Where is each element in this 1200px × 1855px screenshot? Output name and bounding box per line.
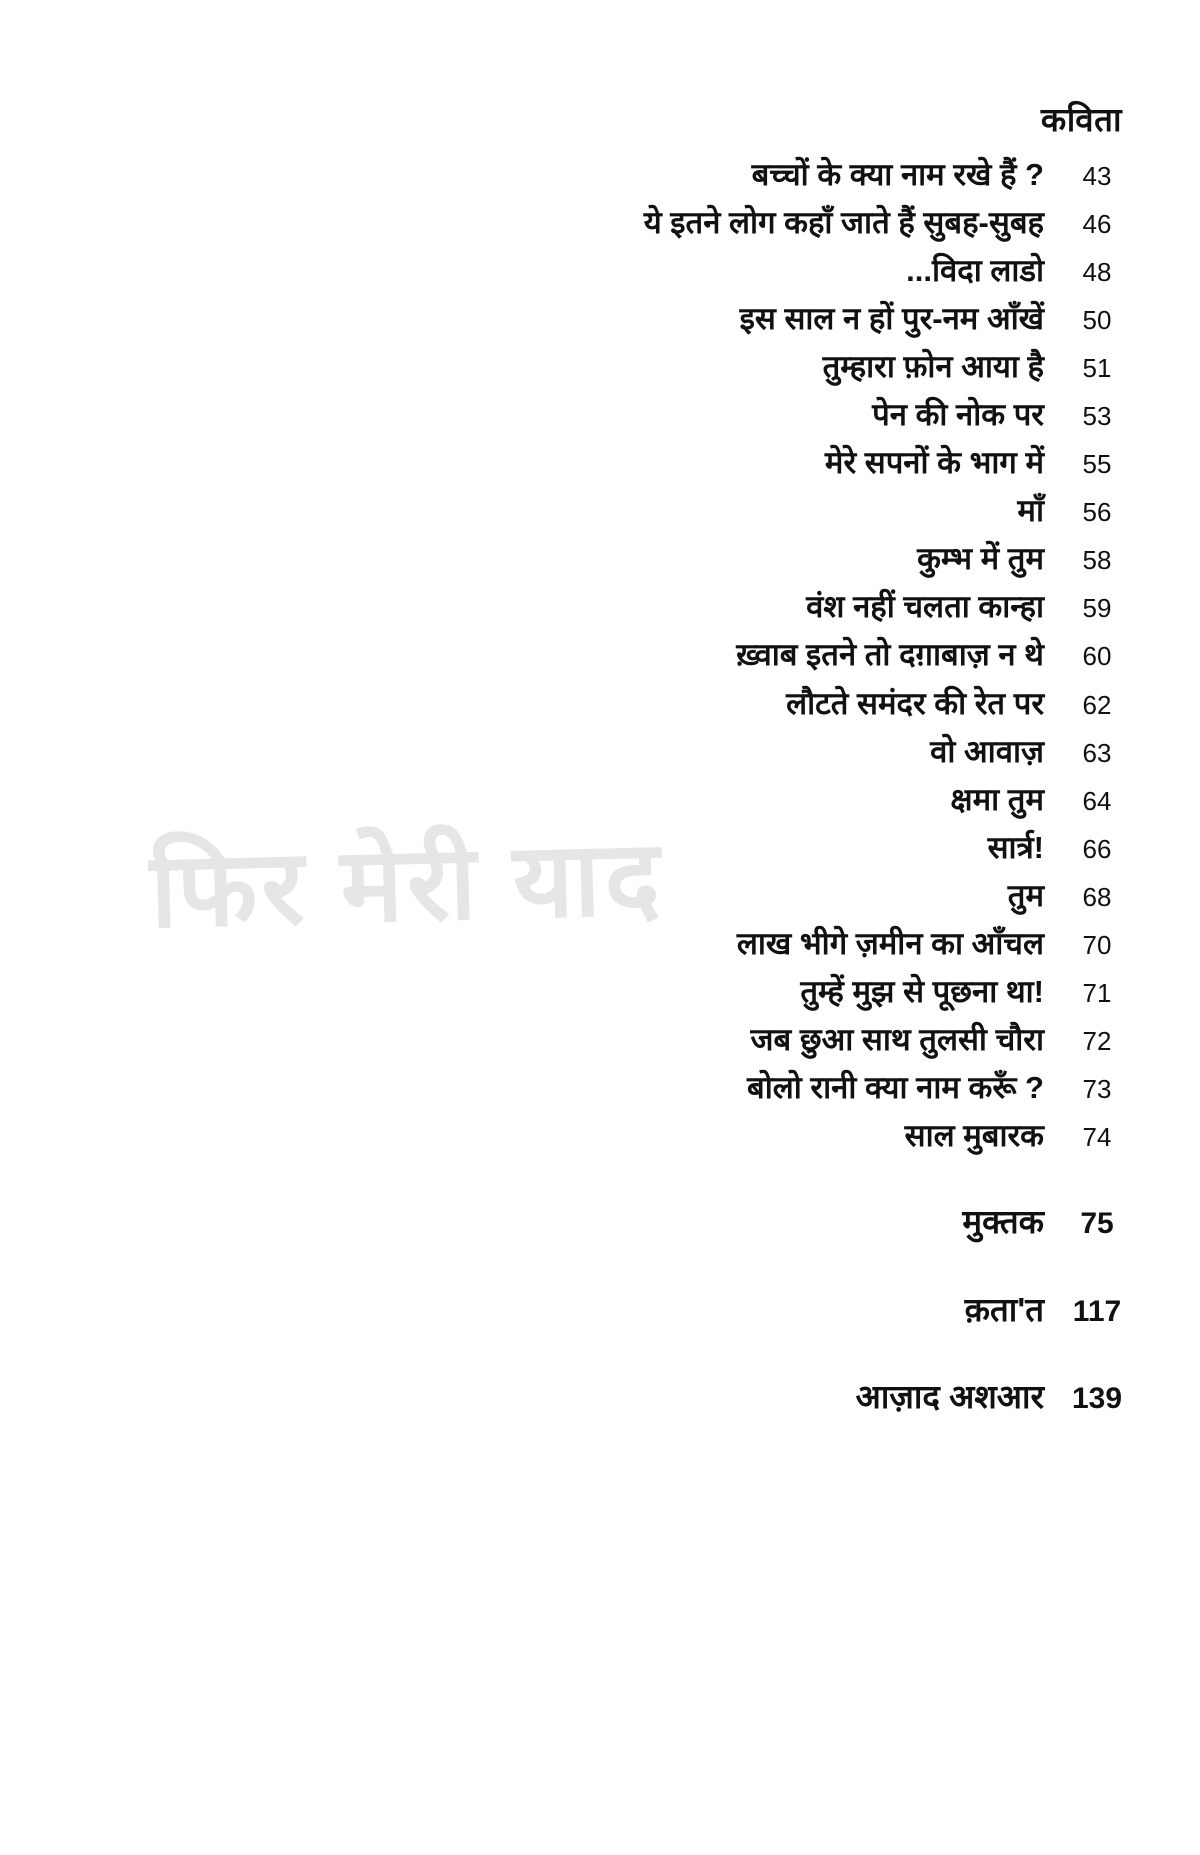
toc-entry-page-number: 117 — [1072, 1294, 1122, 1328]
toc-entry[interactable] — [60, 347, 1140, 386]
toc-entry-title: आज़ाद अशआर — [855, 1378, 1044, 1416]
toc-entry-page-number: 51 — [1082, 353, 1112, 384]
toc-entry-page-number: 55 — [1082, 449, 1112, 480]
toc-entry-title: कुम्भ में तुम — [917, 541, 1044, 577]
watermark-text: फिर मेरी याद — [148, 820, 666, 950]
toc-entry[interactable] — [60, 780, 1140, 819]
toc-entry-page-number: 56 — [1082, 497, 1112, 528]
section-heading: कविता — [1040, 101, 1122, 138]
toc-entry[interactable] — [60, 491, 1140, 530]
toc-entry-title: मेरे सपनों के भाग में — [824, 445, 1044, 481]
toc-entry-title: पेन की नोक पर — [872, 397, 1044, 433]
toc-entry[interactable] — [60, 395, 1140, 434]
toc-entry-page-number: 70 — [1082, 929, 1112, 960]
toc-entry[interactable] — [60, 972, 1140, 1011]
toc-entry[interactable] — [60, 203, 1140, 242]
toc-entry[interactable] — [60, 635, 1140, 674]
toc-entry-title: सार्त्र! — [987, 829, 1044, 865]
toc-entry-title: क़ता'त — [964, 1290, 1044, 1328]
toc-entry[interactable] — [60, 299, 1140, 338]
toc-entry[interactable] — [60, 876, 1140, 915]
table-of-contents — [60, 155, 1140, 1418]
toc-entry-title: वो आवाज़ — [930, 733, 1044, 769]
toc-entry-title: ख़्वाब इतने तो दग़ाबाज़ न थे — [736, 637, 1044, 673]
toc-entry[interactable] — [60, 828, 1140, 867]
toc-entry[interactable] — [60, 587, 1140, 626]
toc-entry-title: ...विदा लाडो — [906, 253, 1044, 289]
toc-entry-page-number: 50 — [1082, 305, 1112, 336]
toc-entry[interactable] — [60, 732, 1140, 771]
toc-entry-title: तुम्हें मुझ से पूछना था! — [800, 973, 1044, 1009]
toc-entry-title: मुक्तक — [962, 1202, 1044, 1240]
toc-entry-page-number: 58 — [1082, 545, 1112, 576]
toc-entry[interactable] — [60, 539, 1140, 578]
toc-entry-title: जब छुआ साथ तुलसी चौरा — [750, 1021, 1044, 1057]
toc-entry-page-number: 59 — [1082, 593, 1112, 624]
toc-entry-page-number: 139 — [1071, 1382, 1123, 1416]
toc-entry-title: ये इतने लोग कहाँ जाते हैं सुबह-सुबह — [643, 205, 1044, 241]
toc-entry-title: माँ — [1017, 493, 1044, 529]
toc-entry[interactable] — [60, 1376, 1140, 1418]
toc-entry[interactable] — [60, 1289, 1140, 1331]
toc-entry-page-number: 60 — [1082, 641, 1112, 672]
toc-entry[interactable] — [60, 443, 1140, 482]
toc-entry-page-number: 73 — [1082, 1073, 1112, 1104]
toc-entry-page-number: 74 — [1082, 1121, 1112, 1152]
toc-entry-page-number: 72 — [1082, 1025, 1112, 1056]
toc-entry-page-number: 62 — [1082, 689, 1112, 720]
toc-entry[interactable] — [60, 1020, 1140, 1059]
toc-entry[interactable] — [60, 684, 1140, 723]
toc-entry-title: लाख भीगे ज़मीन का आँचल — [736, 925, 1044, 961]
toc-entry-page-number: 53 — [1082, 401, 1112, 432]
toc-entry-page-number: 66 — [1082, 833, 1112, 864]
toc-entry-page-number: 48 — [1082, 257, 1112, 288]
toc-entry-title: बच्चों के क्या नाम रखे हैं ? — [751, 157, 1044, 192]
toc-entry-title: इस साल न हों पुर-नम आँखें — [739, 301, 1044, 337]
toc-entry-title: तुम्हारा फ़ोन आया है — [822, 349, 1044, 385]
toc-entry-title: लौटते समंदर की रेत पर — [786, 685, 1044, 721]
toc-entry-title: वंश नहीं चलता कान्हा — [806, 589, 1044, 625]
toc-entry-page-number: 68 — [1082, 881, 1112, 912]
toc-entry[interactable] — [60, 155, 1140, 194]
toc-entry[interactable] — [60, 251, 1140, 290]
toc-entry[interactable] — [60, 1201, 1140, 1243]
toc-entry-page-number: 43 — [1082, 161, 1112, 191]
toc-entry-title: बोलो रानी क्या नाम करूँ ? — [747, 1069, 1044, 1105]
toc-entry-page-number: 63 — [1082, 737, 1112, 768]
toc-entry-page-number: 75 — [1080, 1206, 1114, 1240]
toc-entry-page-number: 64 — [1082, 785, 1112, 816]
toc-entry-title: तुम — [1007, 877, 1044, 913]
toc-entry[interactable] — [60, 1068, 1140, 1107]
toc-entry[interactable] — [60, 924, 1140, 963]
toc-entry-page-number: 46 — [1082, 209, 1112, 240]
toc-entry[interactable] — [60, 1116, 1140, 1155]
toc-entry-title: क्षमा तुम — [950, 781, 1044, 817]
toc-entry-page-number: 71 — [1082, 977, 1112, 1008]
toc-entry-title: साल मुबारक — [904, 1117, 1044, 1153]
